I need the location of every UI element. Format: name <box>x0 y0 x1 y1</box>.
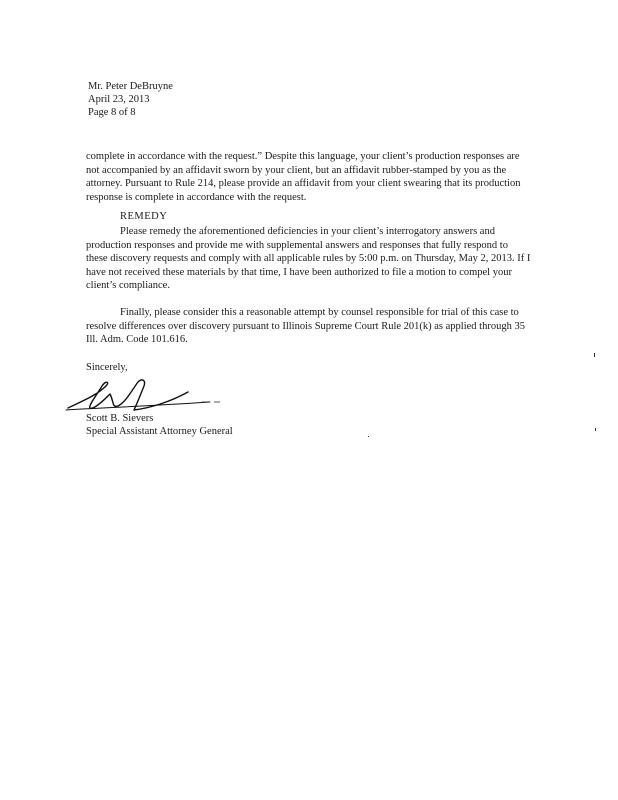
paragraph-final-text: Finally, please consider this a reasonable attempt by counsel responsible for trial of this case to resolve differences over discovery pursuant to Illinois Supreme Court Rule 201(k) as applied through 35 Ill. Adm. Code 101.616. <box>86 307 525 345</box>
section-heading-remedy: REMEDY <box>120 211 168 222</box>
letter-date: April 23, 2013 <box>88 94 150 105</box>
scan-speck <box>595 428 596 431</box>
paragraph-affidavit-text: complete in accordance with the request.” Despite this language, your client’s production responses are not accompanied by an affidavit sworn by your client, but an affidavit rubber-stamped by you as the attorney. Pursuant to Rule 214, please provide an affidavit from your client swearing that its production response is complete in accordance with the request. <box>86 151 521 203</box>
signer-name: Scott B. Sievers <box>86 413 154 424</box>
signature-block <box>86 412 233 438</box>
signer-title: Special Assistant Attorney General <box>86 426 233 437</box>
letter-header <box>88 80 173 119</box>
paragraph-affidavit <box>86 150 532 204</box>
recipient-name: Mr. Peter DeBruyne <box>88 81 173 92</box>
paragraph-final <box>86 306 532 347</box>
paragraph-remedy-text: Please remedy the aforementioned deficiencies in your client’s interrogatory answers and production responses and provide me with supplemental answers and responses that fully respond to these discovery requests and comply with all applicable rules by 5:00 p.m. on Thursday, May 2, 2013. If I have not received these materials by that time, I have been authorized to file a motion to compel your client’s compliance. <box>86 226 531 291</box>
paragraph-remedy <box>86 225 532 293</box>
closing-salutation: Sincerely, <box>86 362 128 373</box>
scan-speck <box>368 436 369 437</box>
page-number: Page 8 of 8 <box>88 107 136 118</box>
scan-speck <box>594 353 595 357</box>
